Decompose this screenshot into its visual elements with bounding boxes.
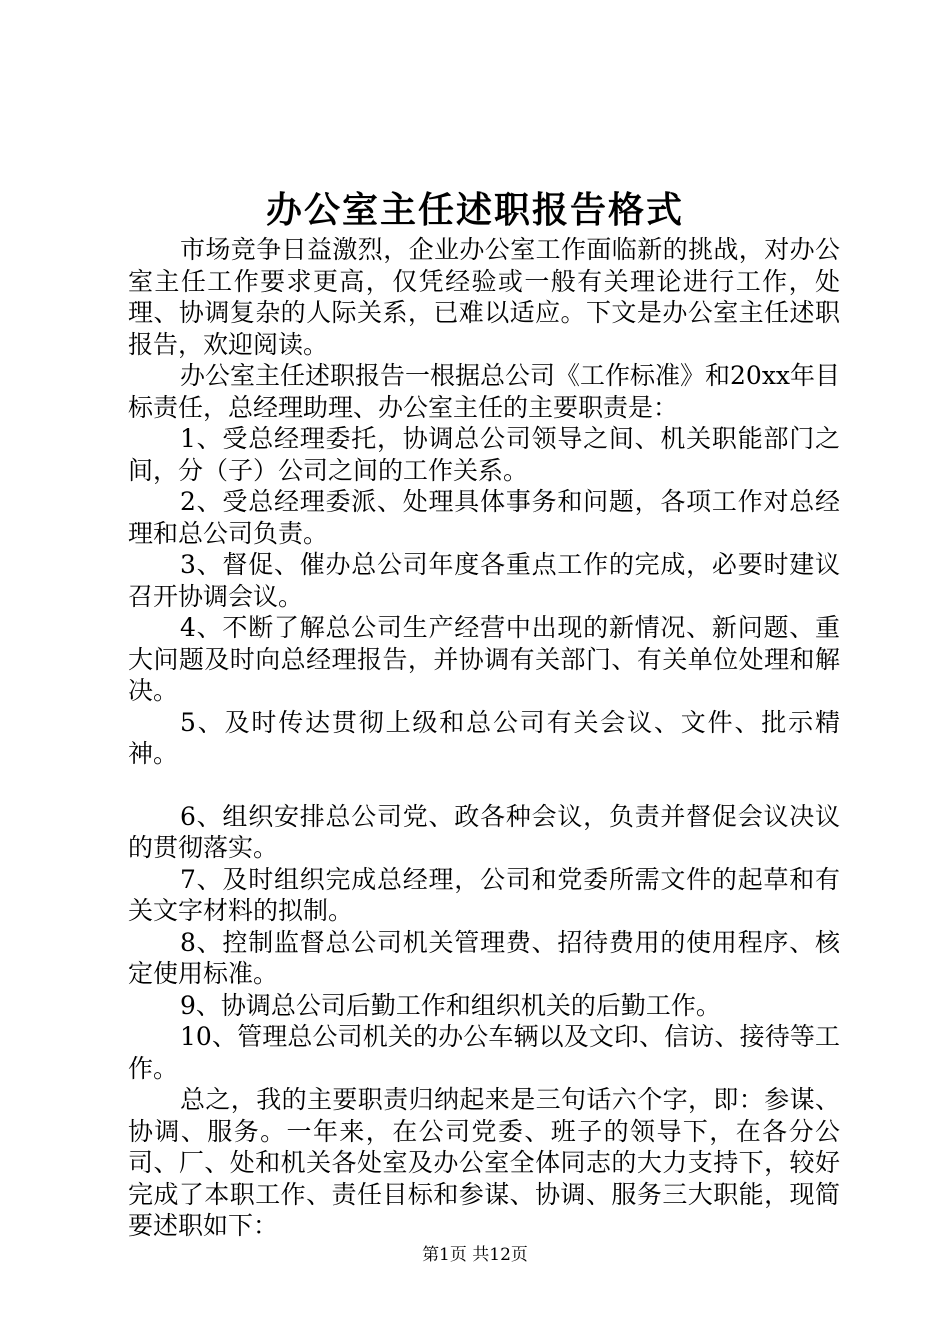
paragraph-duty-3: 3、督促、催办总公司年度各重点工作的完成，必要时建议召开协调会议。 xyxy=(128,550,840,611)
paragraph-duty-4: 4、不断了解总公司生产经营中出现的新情况、新问题、重大问题及时向总经理报告，并协调有关部门、有关单位处理和解决。 xyxy=(128,613,840,705)
document-title: 办公室主任述职报告格式 xyxy=(265,189,684,231)
paragraph-duties-intro: 办公室主任述职报告一根据总公司《工作标准》和20xx年目标责任，总经理助理、办公室主任的主要职责是： xyxy=(128,361,841,422)
paragraph-duty-5: 5、及时传达贯彻上级和总公司有关会议、文件、批示精神。 xyxy=(128,707,840,768)
paragraph-duty-8: 8、控制监督总公司机关管理费、招待费用的使用程序、核定使用标准。 xyxy=(128,927,840,988)
paragraph-duty-6: 6、组织安排总公司党、政各种会议，负责并督促会议决议的贯彻落实。 xyxy=(128,801,840,862)
page-footer: 第1页 共12页 xyxy=(422,1245,528,1265)
document-body xyxy=(128,234,840,1242)
paragraph-duty-10: 10、管理总公司机关的办公车辆以及文印、信访、接待等工作。 xyxy=(128,1022,840,1083)
paragraph-summary: 总之，我的主要职责归纳起来是三句话六个字，即：参谋、协调、服务。一年来，在公司党委、班子的领导下，在各分公司、厂、处和机关各处室及办公室全体同志的大力支持下，较好完成了本职工作、责任目标和参谋、协调、服务三大职能，现简要述职如下： xyxy=(128,1085,840,1240)
paragraph-duty-1: 1、受总经理委托，协调总公司领导之间、机关职能部门之间，分（子）公司之间的工作关系。 xyxy=(128,424,840,485)
paragraph-duty-7: 7、及时组织完成总经理，公司和党委所需文件的起草和有关文字材料的拟制。 xyxy=(128,864,840,925)
paragraph-duty-2: 2、受总经理委派、处理具体事务和问题，各项工作对总经理和总公司负责。 xyxy=(128,487,840,548)
paragraph-duty-9: 9、协调总公司后勤工作和组织机关的后勤工作。 xyxy=(180,990,721,1020)
paragraph-intro: 市场竞争日益激烈，企业办公室工作面临新的挑战，对办公室主任工作要求更高，仅凭经验或一般有关理论进行工作，处理、协调复杂的人际关系，已难以适应。下文是办公室主任述职报告，欢迎阅读。 xyxy=(128,235,840,359)
